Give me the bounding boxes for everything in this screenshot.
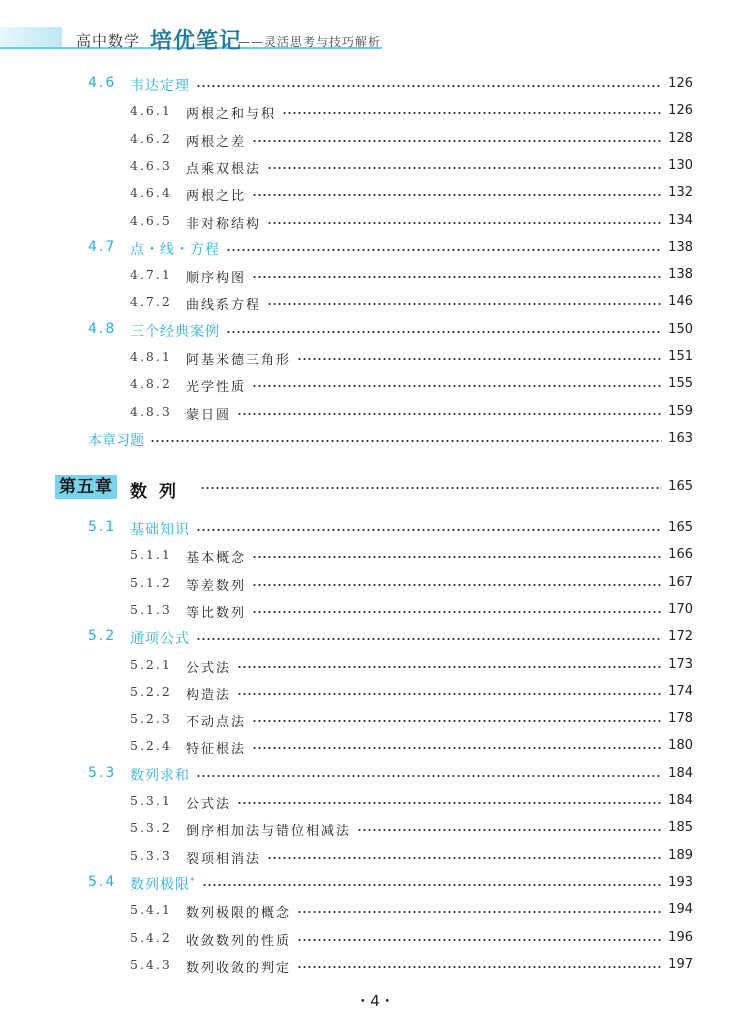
toc-entry-title: 曲线系方程 [186, 298, 262, 314]
leader-dots [226, 249, 662, 251]
leader-dots [297, 911, 662, 913]
toc-entry-page: 146 [668, 294, 693, 310]
toc-entry-page: 184 [668, 765, 693, 781]
toc-entry-page: 155 [668, 376, 693, 392]
toc-entry-title: 构造法 [186, 687, 232, 703]
toc-entry-number: 4.8.2 [130, 376, 172, 392]
toc-entry-page: 151 [668, 349, 693, 364]
toc-entry-page: 134 [668, 212, 693, 228]
toc-entry-title: 数列极限* [130, 876, 196, 893]
toc-entry[interactable] [0, 817, 750, 839]
toc-entry-page: 126 [668, 103, 693, 119]
toc-entry[interactable] [0, 210, 750, 232]
toc-entry-page: 170 [668, 601, 693, 617]
leader-dots [237, 413, 662, 415]
toc-entry-number: 5.1.3 [130, 601, 172, 617]
toc-entry-page: 193 [668, 874, 693, 890]
leader-dots [267, 857, 662, 859]
toc-entry[interactable] [0, 763, 750, 785]
toc-entry-page: 178 [668, 711, 693, 727]
toc-entry[interactable] [0, 128, 750, 150]
toc-entry-title: 数列收敛的判定 [186, 960, 292, 976]
toc-entry-title: 数列求和 [130, 767, 190, 784]
leader-dots [252, 194, 662, 196]
toc-entry-title: 韦达定理 [130, 78, 190, 94]
leader-dots [200, 487, 662, 489]
toc-entry-title: 基础知识 [130, 522, 190, 538]
toc-entry-number: 5.1.1 [130, 547, 172, 563]
toc-entry-page: 126 [668, 76, 693, 91]
toc-entry[interactable] [0, 401, 750, 423]
toc-entry-number: 4.6.4 [130, 185, 172, 201]
toc-entry[interactable] [0, 599, 750, 621]
toc-entry-title: 阿基米德三角形 [186, 353, 292, 368]
toc-entry-page: 138 [668, 239, 693, 255]
toc-entry-page: 174 [668, 683, 693, 699]
leader-dots [252, 140, 662, 142]
leader-dots [237, 666, 662, 668]
leader-dots [196, 775, 662, 777]
toc-entry[interactable] [0, 872, 750, 894]
toc-entry[interactable] [0, 73, 750, 95]
leader-dots [196, 529, 662, 531]
toc-entry-page: 194 [668, 902, 693, 918]
toc-entry-number: 4.6.1 [130, 103, 172, 119]
toc-entry-title: 光学性质 [186, 380, 247, 396]
toc-entry-number: 4.6.2 [130, 130, 172, 146]
leader-dots [297, 966, 662, 968]
toc-entry[interactable] [0, 100, 750, 122]
leader-dots [202, 884, 662, 886]
leader-dots [297, 939, 662, 941]
leader-dots [357, 829, 662, 831]
leader-dots [237, 693, 662, 695]
toc-entry-page: 150 [668, 321, 693, 337]
toc-entry[interactable] [0, 681, 750, 703]
leader-dots [267, 303, 662, 305]
toc-entry[interactable] [0, 708, 750, 730]
toc-entry-number: 5.2.2 [130, 683, 172, 699]
toc-entry-title: 本章习题 [88, 432, 144, 449]
leader-dots [226, 331, 662, 333]
toc-entry-number: 5.3.3 [130, 847, 172, 863]
toc-entry-title: 倒序相加法与错位相减法 [186, 824, 352, 840]
toc-entry-title: 两根之差 [186, 134, 247, 150]
toc-entry-number: 4.7.1 [130, 267, 172, 283]
toc-entry-page: 165 [668, 520, 693, 535]
chapter-label: 第五章 [55, 475, 117, 499]
toc-entry-number: 5.3.2 [130, 820, 172, 836]
toc-entry-page: 132 [668, 185, 693, 201]
leader-dots [252, 747, 662, 749]
leader-dots [267, 167, 662, 169]
toc-entry-number: 4.8.1 [130, 349, 172, 364]
toc-entry-title: 公式法 [186, 660, 232, 676]
leader-dots [252, 611, 662, 613]
toc-entry-page: 167 [668, 574, 693, 590]
leader-dots [252, 720, 662, 722]
toc-entry-number: 4.6 [88, 75, 117, 91]
toc-entry[interactable] [0, 572, 750, 594]
header-subtitle: ——灵活思考与技巧解析 [238, 35, 382, 49]
toc-entry-page: 189 [668, 847, 693, 863]
toc-entry-title: 点・线・方程 [130, 241, 220, 258]
toc-entry[interactable] [0, 264, 750, 286]
toc-entry-page: 166 [668, 547, 693, 563]
toc-entry-title: 蒙日圆 [186, 407, 232, 423]
toc-entry-title: 等差数列 [186, 578, 247, 594]
toc-entry[interactable] [0, 155, 750, 177]
toc-entry[interactable] [0, 346, 750, 368]
toc-entry-title: 裂项相消法 [186, 851, 262, 867]
toc-entry-number: 5.2.3 [130, 711, 172, 727]
toc-entry-title: 基本概念 [186, 551, 247, 567]
chapter-heading[interactable] [0, 474, 750, 500]
toc-entry[interactable] [0, 626, 750, 648]
toc-entry-number: 4.6.3 [130, 157, 172, 173]
toc-entry-page: 128 [668, 130, 693, 146]
toc-entry-title: 三个经典案例 [130, 323, 220, 340]
toc-entry[interactable] [0, 899, 750, 921]
toc-entry-number: 5.4 [88, 873, 117, 890]
toc-entry-number: 5.2.1 [130, 656, 172, 672]
toc-entry-number: 5.3 [88, 764, 117, 781]
header-brand: 培优笔记 [150, 29, 243, 54]
chapter-page: 165 [668, 479, 693, 494]
toc-entry-number: 5.1.2 [130, 574, 172, 590]
toc-entry-number: 5.4.3 [130, 956, 172, 972]
toc-entry-title: 数列极限的概念 [186, 906, 292, 922]
toc-entry-number: 5.1 [88, 519, 117, 535]
toc-entry-title: 两根之比 [186, 189, 247, 205]
toc-entry[interactable] [0, 544, 750, 566]
toc-entry-number: 5.3.1 [130, 793, 172, 808]
leader-dots [252, 556, 662, 558]
leader-dots [252, 584, 662, 586]
toc-entry-page: 184 [668, 793, 693, 808]
leader-dots [282, 112, 662, 114]
leader-dots [297, 358, 662, 360]
toc-entry[interactable] [0, 790, 750, 812]
leader-dots [237, 802, 662, 804]
toc-entry-number: 5.2.4 [130, 738, 172, 754]
toc-entry-title: 公式法 [186, 797, 232, 812]
toc-entry-title: 两根之和与积 [186, 107, 277, 123]
toc-entry-number: 5.2 [88, 628, 117, 645]
toc-entry-number: 4.8.3 [130, 403, 172, 419]
toc-entry-title: 特征根法 [186, 742, 247, 758]
toc-entry-page: 163 [668, 430, 693, 446]
header-series: 高中数学 [76, 32, 141, 50]
page-number: ・4・ [355, 992, 395, 1010]
leader-dots [150, 440, 662, 442]
toc-entry-title: 收敛数列的性质 [186, 933, 292, 949]
page-header [0, 0, 750, 60]
toc-entry-page: 138 [668, 267, 693, 283]
toc-entry-page: 172 [668, 629, 693, 645]
header-decor-bar [0, 27, 62, 49]
leader-dots [252, 385, 662, 387]
toc-entry-page: 173 [668, 656, 693, 672]
toc-entry-page: 197 [668, 956, 693, 972]
toc-entry-number: 4.7.2 [130, 294, 172, 310]
toc-entry[interactable] [0, 845, 750, 867]
toc-entry-title: 非对称结构 [186, 216, 262, 232]
toc-entry-page: 185 [668, 820, 693, 836]
toc-entry[interactable] [0, 291, 750, 313]
toc-entry-page: 159 [668, 403, 693, 419]
toc-entry[interactable] [0, 654, 750, 676]
toc-entry[interactable] [0, 237, 750, 259]
toc-entry-page: 196 [668, 929, 693, 945]
toc-entry-title: 点乘双根法 [186, 161, 262, 177]
toc-entry-title: 顺序构图 [186, 271, 247, 287]
toc-entry[interactable] [0, 373, 750, 395]
toc-entry-number: 4.8 [88, 320, 117, 337]
toc-entry-page: 180 [668, 738, 693, 754]
leader-dots [196, 85, 662, 87]
leader-dots [252, 276, 662, 278]
toc-entry-number: 5.4.1 [130, 902, 172, 918]
toc-entry[interactable] [0, 735, 750, 757]
toc-entry-page: 130 [668, 157, 693, 173]
toc-entry[interactable] [0, 319, 750, 341]
toc-entry[interactable] [0, 517, 750, 539]
toc-entry-title: 等比数列 [186, 605, 247, 621]
toc-entry[interactable] [0, 954, 750, 976]
leader-dots [196, 638, 662, 640]
toc-entry-number: 5.4.2 [130, 929, 172, 945]
toc-entry-number: 4.7 [88, 238, 117, 255]
toc-entry-title: 通项公式 [130, 631, 190, 648]
toc-entry-number: 4.6.5 [130, 212, 172, 228]
leader-dots [267, 222, 662, 224]
toc-entry[interactable] [0, 182, 750, 204]
toc-entry[interactable] [0, 428, 750, 450]
toc-entry-title: 不动点法 [186, 715, 247, 731]
toc-entry[interactable] [0, 927, 750, 949]
chapter-title: 数列 [130, 482, 188, 502]
optional-marker: * [190, 876, 196, 887]
